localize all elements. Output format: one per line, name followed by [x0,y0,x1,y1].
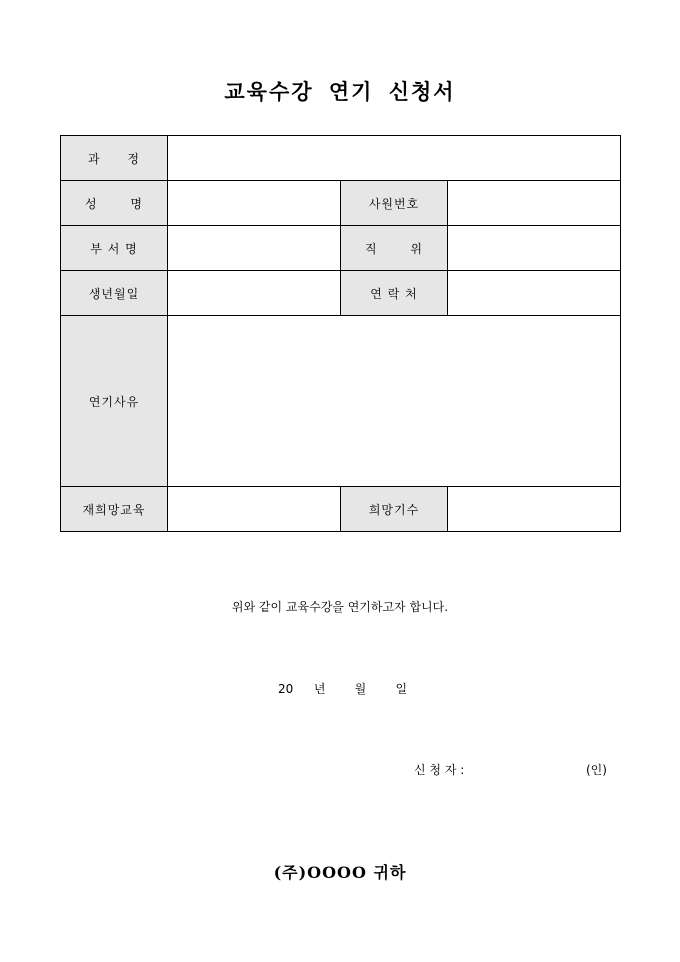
reason-field[interactable] [168,316,621,487]
rerequest-course-label: 재희망교육 [61,487,168,532]
row-name [61,181,621,226]
position-field[interactable] [448,226,621,271]
employee-no-label: 사원번호 [341,181,448,226]
employee-no-field[interactable] [448,181,621,226]
row-department [61,226,621,271]
application-form-table [60,135,621,532]
course-field[interactable] [168,136,621,181]
applicant-label: 신 청 자 : [414,763,465,777]
row-rerequest [61,487,621,532]
course-label: 과 정 [61,136,168,181]
contact-field[interactable] [448,271,621,316]
document-title: 교육수강 연기 신청서 [224,79,456,104]
date-year-unit: 년 [313,682,326,696]
date-day-unit: 일 [395,682,408,696]
row-course [61,136,621,181]
desired-term-field[interactable] [448,487,621,532]
recipient-line: (주)OOOO 귀하 [273,863,407,882]
reason-label: 연기사유 [61,316,168,487]
birthdate-label: 생년월일 [61,271,168,316]
contact-label: 연 락 처 [341,271,448,316]
department-label: 부 서 명 [61,226,168,271]
row-reason [61,316,621,487]
applicant-seal: (인) [586,763,607,777]
rerequest-course-field[interactable] [168,487,341,532]
date-century: 20 [278,682,294,696]
position-label: 직 위 [341,226,448,271]
name-field[interactable] [168,181,341,226]
date-line [278,680,407,697]
department-field[interactable] [168,226,341,271]
application-statement: 위와 같이 교육수강을 연기하고자 합니다. [231,600,449,614]
row-birthdate [61,271,621,316]
desired-term-label: 희망기수 [341,487,448,532]
name-label: 성 명 [61,181,168,226]
birthdate-field[interactable] [168,271,341,316]
date-month-unit: 월 [354,682,367,696]
